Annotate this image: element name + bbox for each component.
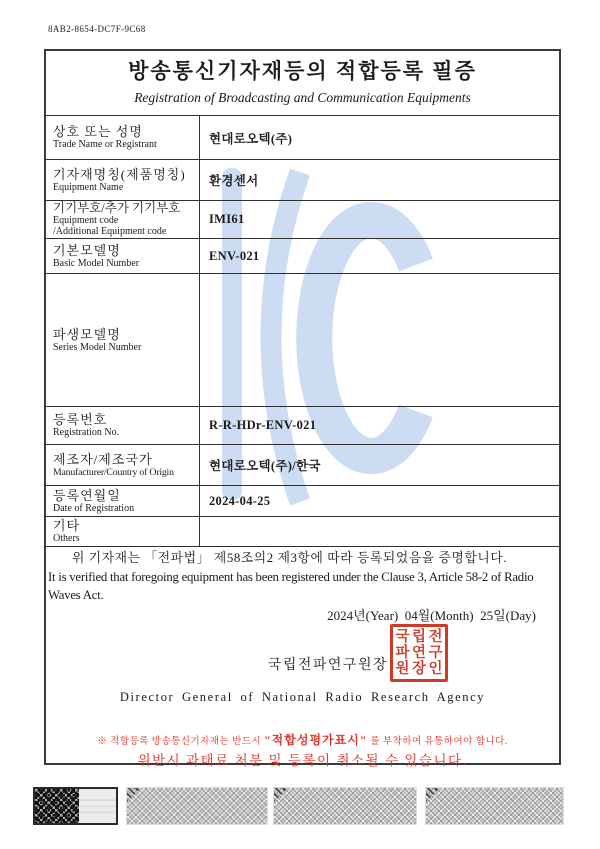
verification-statement	[48, 549, 553, 605]
field-label	[46, 517, 200, 546]
field-label-en: Manufacturer/Country of Origin	[53, 466, 174, 478]
field-label-ko: 기기부호/추가 기기부호	[53, 201, 181, 215]
compliance-footnote	[44, 731, 561, 769]
footnote-line1-suffix: 를 부착하여 유통하여야 합니다.	[370, 737, 508, 747]
statement-line-en2: Waves Act.	[48, 588, 104, 602]
field-label	[46, 274, 200, 406]
field-label-ko: 기자재명칭(제품명칭)	[53, 166, 186, 182]
field-label-ko: 등록번호	[53, 412, 108, 427]
footnote-marker: ※	[97, 737, 108, 747]
footnote-line2: 위반시 과태료 처분 및 등록이 취소될 수 있습니다.	[137, 753, 468, 768]
seal-text-row: 파연구	[395, 645, 446, 661]
table-row	[46, 238, 559, 273]
field-value: 환경센서	[209, 174, 259, 188]
footnote-line1	[44, 731, 561, 748]
certificate-title-ko: 방송통신기자재등의 적합등록 필증	[128, 59, 477, 83]
field-label-en2: /Additional Equipment code	[53, 226, 167, 237]
table-row	[46, 116, 559, 159]
field-value: R-R-HDr-ENV-021	[209, 418, 317, 432]
footnote-line1-prefix: 적합등록 방송통신기자재는 반드시	[110, 737, 262, 747]
field-label-ko: 기타	[53, 518, 81, 533]
table-row	[46, 273, 559, 406]
footnote-line1-emphasis: "적합성평가표시"	[264, 733, 368, 747]
barcode-noise-image	[425, 787, 564, 825]
statement-line-en1: It is verified that foregoing equipment has been registered under the Clause 3, Article 58-2 of Radio	[48, 569, 534, 584]
seal-text-row: 원장인	[395, 661, 446, 677]
table-row	[46, 444, 559, 485]
statement-line-ko: 위 기자재는 「전파법」 제58조의2 제3항에 따라 등록되었음을 증명합니다.	[72, 551, 508, 565]
field-label	[46, 239, 200, 273]
field-label-en: Equipment Name	[53, 181, 124, 193]
barcode-noise-image	[126, 787, 268, 825]
table-row	[46, 516, 559, 546]
field-value	[200, 517, 559, 546]
field-value: 현대로오텍(주)	[209, 131, 293, 146]
field-label-en: Trade Name or Registrant	[53, 139, 157, 150]
field-label-en: Date of Registration	[53, 502, 135, 514]
field-label-ko: 상호 또는 성명	[53, 124, 143, 139]
issuing-authority-ko: 국립전파연구원장	[267, 658, 388, 673]
field-value: IMI61	[209, 212, 245, 226]
seal-text-row: 국립전	[395, 629, 446, 645]
table-row	[46, 485, 559, 516]
qr-pattern	[35, 789, 79, 823]
table-row	[46, 159, 559, 200]
field-label-en: Series Model Number	[53, 341, 142, 353]
field-label-ko: 파생모델명	[53, 326, 121, 342]
official-red-seal	[390, 624, 448, 682]
document-id: 8AB2-8654-DC7F-9C68	[48, 24, 146, 34]
field-label	[46, 116, 200, 159]
field-label-ko: 등록연월일	[53, 487, 121, 503]
certificate-title-en: Registration of Broadcasting and Communication Equipments	[134, 90, 471, 105]
field-label-ko: 기본모델명	[53, 242, 121, 258]
field-label-en: Others	[53, 533, 80, 544]
qr-caption-area	[79, 789, 116, 823]
field-label	[46, 407, 200, 444]
field-label	[46, 160, 200, 200]
field-label	[46, 486, 200, 516]
field-label	[46, 445, 200, 485]
issue-date: 2024년(Year) 04월(Month) 25일(Day)	[327, 608, 536, 623]
barcode-noise-image	[273, 787, 417, 825]
field-label-ko: 제조자/제조국가	[53, 451, 153, 467]
field-value: 2024-04-25	[209, 493, 271, 508]
table-row	[46, 406, 559, 444]
field-value: ENV-021	[209, 248, 260, 263]
certificate-table	[46, 115, 559, 547]
field-label-en: Equipment code	[53, 215, 119, 226]
field-value: 현대로오텍(주)/한국	[209, 459, 321, 473]
table-row	[46, 200, 559, 238]
qr-code-image	[33, 787, 118, 825]
field-label-en: Registration No.	[53, 427, 120, 438]
issuing-authority-en: Director General of National Radio Research Agency	[119, 690, 486, 704]
field-value	[200, 274, 559, 406]
field-label	[46, 201, 200, 238]
field-label-en: Basic Model Number	[53, 257, 140, 269]
